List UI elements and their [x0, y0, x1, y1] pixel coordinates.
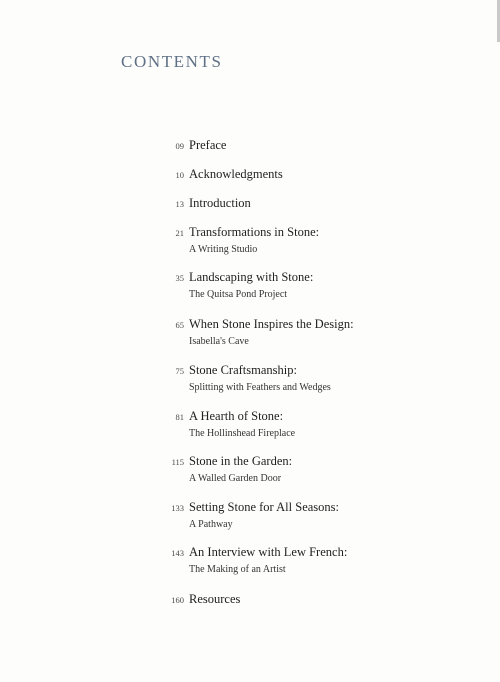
toc-chapter-subtitle: Splitting with Feathers and Wedges: [189, 382, 331, 393]
toc-chapter-subtitle: The Quitsa Pond Project: [189, 289, 288, 300]
toc-chapter-title: Transformations in Stone:: [189, 225, 320, 239]
toc-chapter-subtitle: Isabella's Cave: [189, 336, 249, 347]
toc-chapter-subtitle: A Writing Studio: [189, 244, 258, 255]
toc-page-number: 35: [175, 273, 184, 283]
toc-chapter-title: Acknowledgments: [189, 167, 283, 181]
toc-page-number: 10: [175, 170, 184, 180]
toc-chapter-title: Landscaping with Stone:: [189, 270, 314, 284]
toc-chapter-subtitle: The Making of an Artist: [189, 564, 286, 575]
toc-chapter-title: Stone in the Garden:: [189, 454, 293, 468]
toc-chapter-title: Resources: [189, 592, 241, 606]
contents-heading: CONTENTS: [121, 52, 223, 71]
toc-page-number: 133: [171, 503, 184, 513]
toc-page-number: 81: [175, 412, 184, 422]
toc-page-number: 160: [171, 595, 184, 605]
toc-chapter-subtitle: A Pathway: [189, 519, 233, 530]
toc-chapter-title: An Interview with Lew French:: [189, 545, 348, 559]
toc-page-number: 13: [175, 199, 184, 209]
toc-chapter-title: Stone Craftsmanship:: [189, 363, 297, 377]
toc-page-number: 65: [175, 320, 184, 330]
toc-chapter-subtitle: A Walled Garden Door: [189, 473, 282, 484]
toc-chapter-title: Preface: [189, 138, 227, 152]
toc-page-number: 21: [175, 228, 184, 238]
toc-chapter-title: Setting Stone for All Seasons:: [189, 500, 339, 514]
toc-page-number: 143: [171, 548, 184, 558]
toc-chapter-title: When Stone Inspires the Design:: [189, 317, 354, 331]
toc-page-number: 115: [171, 457, 184, 467]
toc-page-number: 09: [175, 141, 184, 151]
toc-chapter-title: A Hearth of Stone:: [189, 409, 284, 423]
toc-page-number: 75: [175, 366, 184, 376]
toc-chapter-subtitle: The Hollinshead Fireplace: [189, 428, 296, 439]
toc-chapter-title: Introduction: [189, 196, 251, 210]
